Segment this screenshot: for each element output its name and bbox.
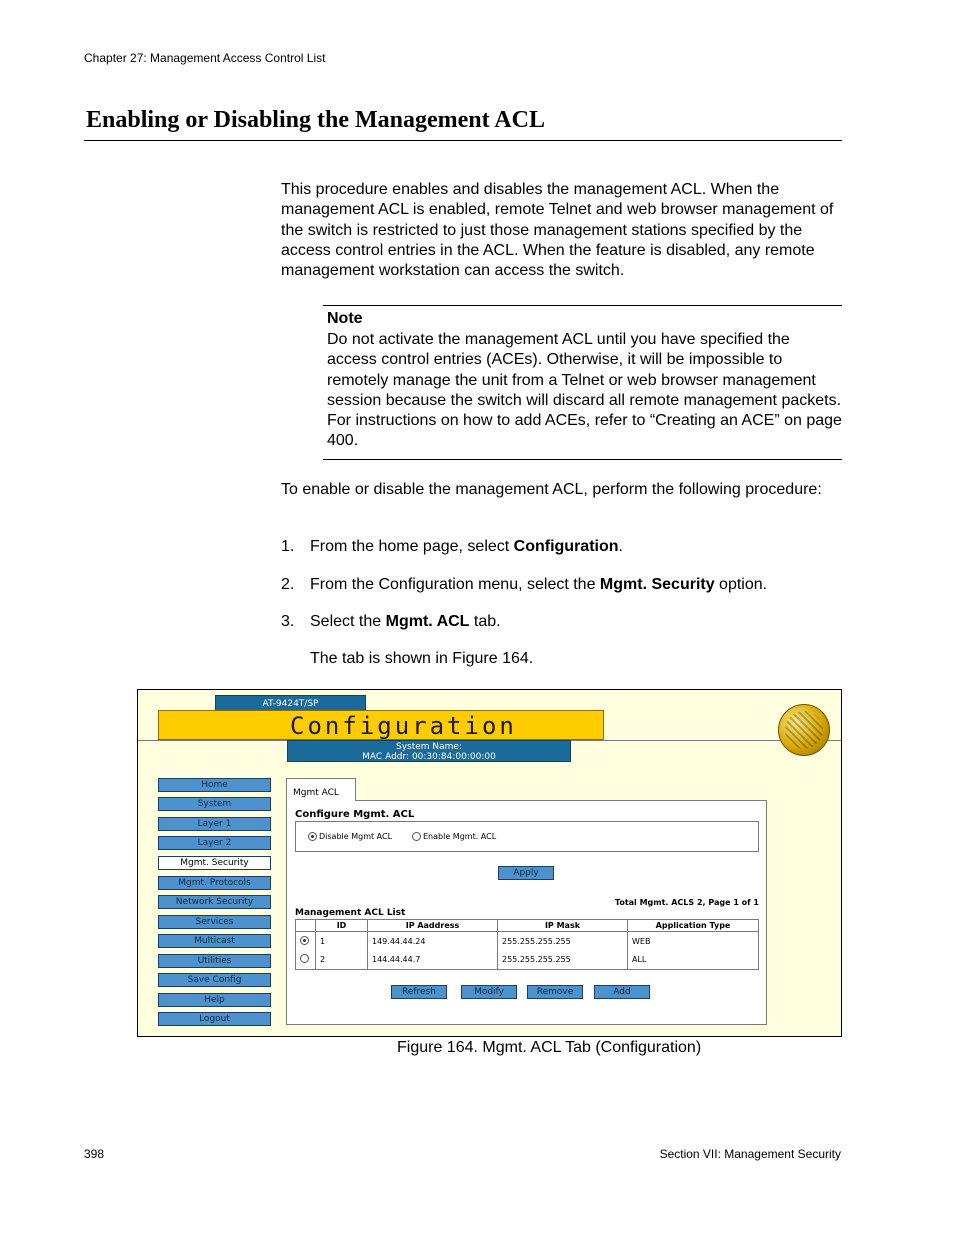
nav-mgmt-security-button[interactable]: Mgmt. Security — [158, 856, 271, 870]
nav-help-button[interactable]: Help — [158, 993, 271, 1007]
column-header-app: Application Type — [628, 920, 759, 932]
figure-screenshot — [137, 689, 842, 1037]
cell-id: 2 — [316, 951, 368, 970]
nav-system-button[interactable]: System — [158, 797, 271, 811]
modify-button[interactable]: Modify — [461, 985, 517, 999]
column-header-mask: IP Mask — [498, 920, 628, 932]
nav-logout-button[interactable]: Logout — [158, 1012, 271, 1026]
row-select-radio[interactable] — [300, 954, 309, 963]
model-bar: AT-9424T/SP — [215, 695, 366, 711]
step-text-end: option. — [714, 576, 768, 593]
row-select-radio[interactable] — [300, 936, 309, 945]
nav-layer2-button[interactable]: Layer 2 — [158, 836, 271, 850]
row-select-cell — [296, 932, 316, 951]
note-box — [323, 305, 842, 460]
figure-caption: Figure 164. Mgmt. ACL Tab (Configuration) — [397, 1039, 702, 1056]
cell-app: ALL — [628, 951, 759, 970]
step-bold: Mgmt. ACL — [385, 613, 470, 630]
table-row — [296, 951, 759, 970]
config-banner-title: Configuration — [290, 712, 517, 740]
refresh-button[interactable]: Refresh — [391, 985, 447, 999]
nav-layer1-button[interactable]: Layer 1 — [158, 817, 271, 831]
step-number: 3. — [281, 613, 295, 630]
note-text: Do not activate the management ACL until you have specified the access control entries (ACEs). Otherwise, it will be impossible to remotely manage the unit from a Telnet or web browser management session because the switch will discard all remote management packets. For instructions on how to add ACEs, refer to “Creating an ACE” on page 400. — [327, 331, 842, 450]
configure-title: Configure Mgmt. ACL — [295, 809, 415, 820]
page-number: 398 — [84, 1147, 105, 1161]
nav-mgmt-protocols-button[interactable]: Mgmt. Protocols — [158, 876, 271, 890]
add-button[interactable]: Add — [594, 985, 650, 999]
title-rule — [84, 140, 842, 141]
system-info-bar — [287, 740, 571, 762]
disable-radio[interactable] — [308, 832, 317, 841]
tab-mgmt-acl[interactable]: Mgmt ACL — [286, 778, 356, 801]
select-column-header — [296, 920, 316, 932]
table-row — [296, 932, 759, 951]
step-text-end: tab. — [469, 613, 501, 630]
step-number: 2. — [281, 576, 295, 593]
cell-mask: 255.255.255.255 — [498, 932, 628, 951]
footer-section: Section VII: Management Security — [659, 1147, 841, 1161]
step-number: 1. — [281, 538, 295, 555]
step-text: Select the — [310, 613, 386, 630]
note-label: Note — [327, 310, 363, 327]
enable-radio-label: Enable Mgmt. ACL — [423, 832, 497, 841]
cell-id: 1 — [316, 932, 368, 951]
mgmt-acl-panel — [286, 800, 767, 1025]
nav-services-button[interactable]: Services — [158, 915, 271, 929]
running-head: Chapter 27: Management Access Control List — [84, 51, 326, 65]
intro-paragraph: This procedure enables and disables the management ACL. When the management ACL is enabled, remote Telnet and web browser management of the switch is restricted to just those management stations specified by the access control entries in the ACL. When the feature is disabled, any remote management workstation can access the switch. — [281, 181, 834, 280]
globe-logo-icon — [778, 704, 830, 756]
acl-mode-group — [295, 821, 759, 852]
enable-radio[interactable] — [412, 832, 421, 841]
column-header-id: ID — [316, 920, 368, 932]
nav-save-config-button[interactable]: Save Config — [158, 973, 271, 987]
acl-total: Total Mgmt. ACLS 2, Page 1 of 1 — [614, 898, 759, 907]
apply-button[interactable]: Apply — [498, 866, 554, 880]
cell-mask: 255.255.255.255 — [498, 951, 628, 970]
nav-home-button[interactable]: Home — [158, 778, 271, 792]
mac-address: MAC Addr: 00:30:84:00:00:00 — [362, 752, 496, 762]
column-header-ip: IP Aaddress — [368, 920, 498, 932]
acl-list-title: Management ACL List — [295, 908, 406, 918]
step-text: From the home page, select — [310, 538, 514, 555]
step-text-end: . — [618, 538, 623, 555]
step-bold: Mgmt. Security — [599, 576, 715, 593]
step-text: From the Configuration menu, select the — [310, 576, 600, 593]
section-title: Enabling or Disabling the Management ACL — [86, 107, 545, 133]
remove-button[interactable]: Remove — [527, 985, 583, 999]
step-bold: Configuration — [513, 538, 619, 555]
nav-network-security-button[interactable]: Network Security — [158, 895, 271, 909]
row-select-cell — [296, 951, 316, 970]
acl-table — [295, 919, 759, 970]
config-banner — [158, 710, 604, 740]
procedure-intro: To enable or disable the management ACL, perform the following procedure: — [281, 481, 822, 498]
cell-ip: 149.44.44.24 — [368, 932, 498, 951]
cell-ip: 144.44.44.7 — [368, 951, 498, 970]
cell-app: WEB — [628, 932, 759, 951]
tab-shown-text: The tab is shown in Figure 164. — [310, 650, 534, 667]
system-name-label: System Name: — [395, 742, 462, 752]
disable-radio-label: Disable Mgmt ACL — [319, 832, 393, 841]
nav-utilities-button[interactable]: Utilities — [158, 954, 271, 968]
nav-multicast-button[interactable]: Multicast — [158, 934, 271, 948]
